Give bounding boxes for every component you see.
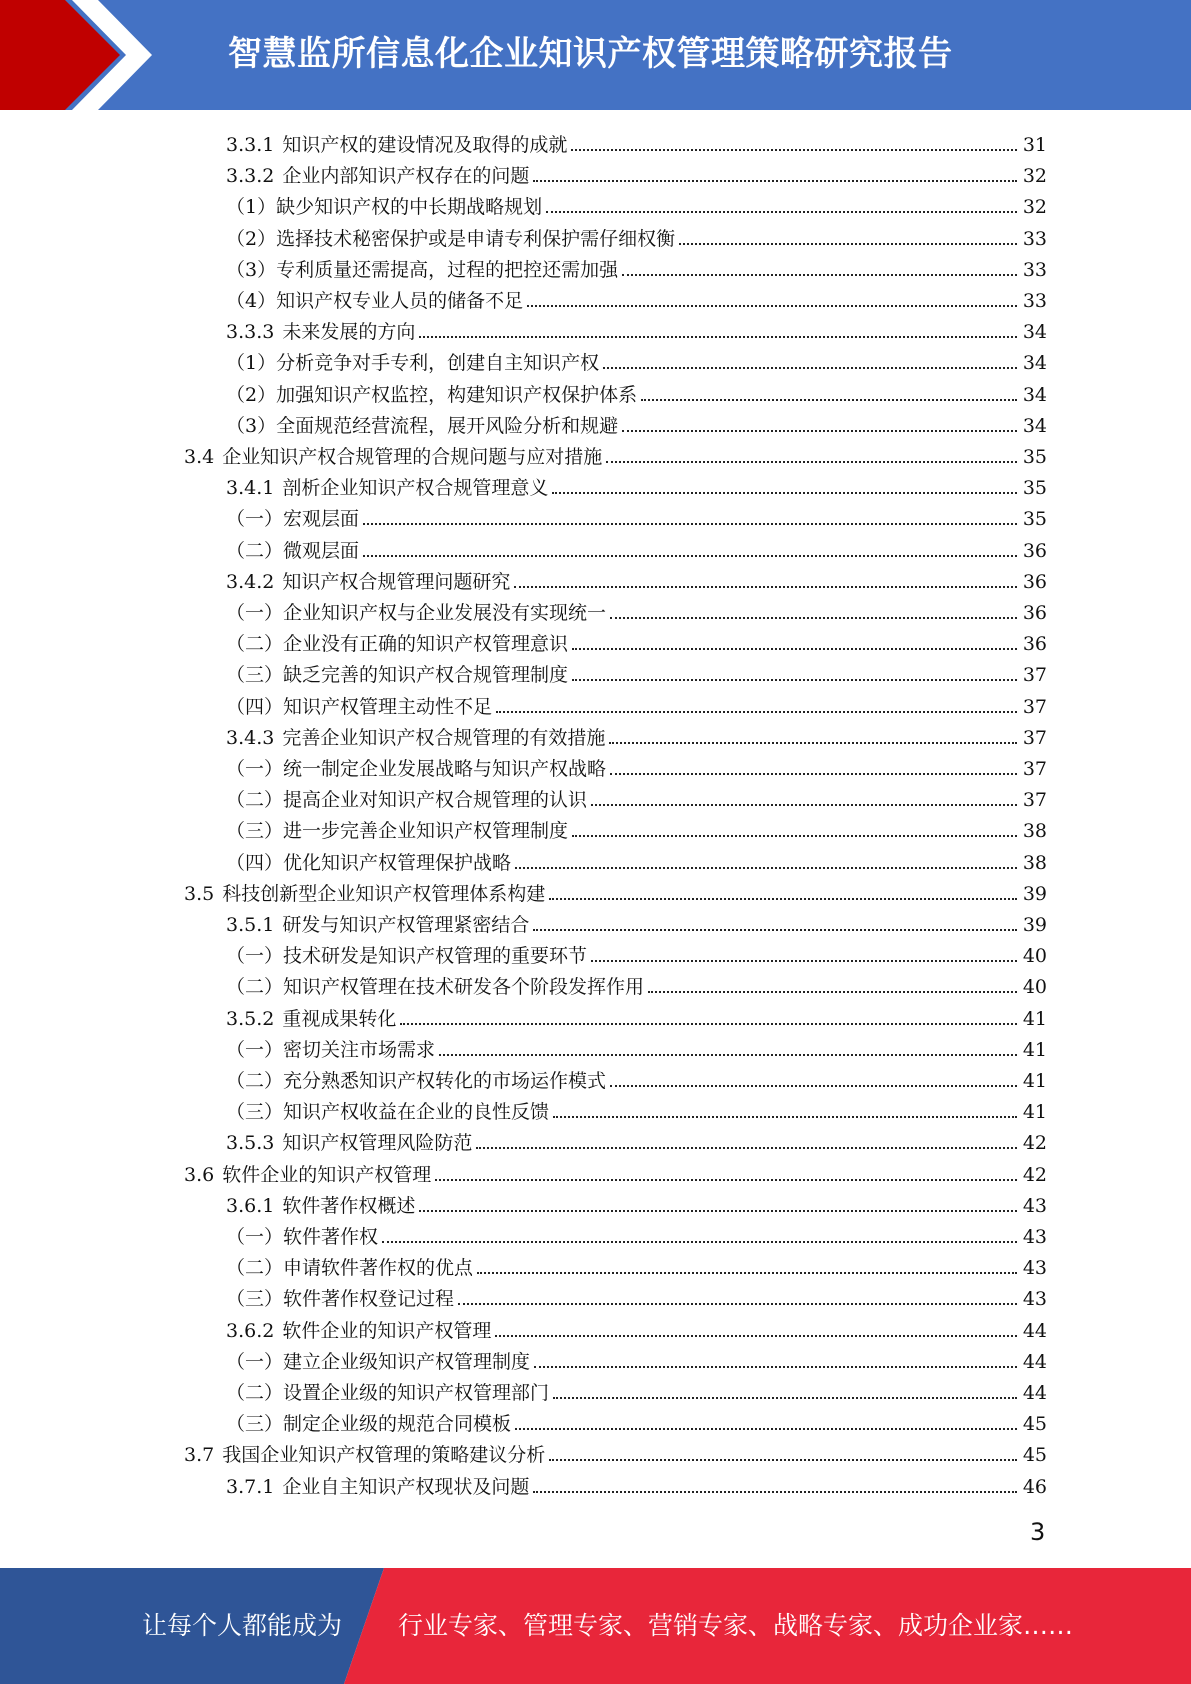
toc-entry-page: 33 [1022,259,1047,281]
toc-entry[interactable] [226,1218,1047,1249]
toc-entry-page: 37 [1022,727,1047,749]
toc-entry-title: （三）软件著作权登记过程 [226,1288,455,1310]
toc-entry[interactable] [226,1062,1047,1093]
toc-entry-number: 3.5.1 [226,914,275,936]
toc-dot-leader [515,867,1017,869]
toc-entry-page: 34 [1022,384,1047,406]
toc-entry[interactable] [226,407,1047,438]
toc-entry-number: 3.5.3 [226,1132,275,1154]
toc-entry-title: （一）统一制定企业发展战略与知识产权战略 [226,758,607,780]
toc-entry-title: 未来发展的方向 [282,321,416,343]
toc-dot-leader [609,742,1017,744]
toc-entry-number: 3.6.1 [226,1195,275,1217]
toc-entry-title: （2）选择技术秘密保护或是申请专利保护需仔细权衡 [226,228,676,250]
toc-entry[interactable] [184,1156,1047,1187]
toc-dot-leader [553,1116,1017,1118]
toc-entry-number: 3.6 [184,1164,215,1186]
toc-dot-leader [533,929,1017,931]
toc-entry-title: 软件著作权概述 [282,1195,416,1217]
toc-entry-title: （一）建立企业级知识产权管理制度 [226,1351,531,1373]
toc-entry-title: （4）知识产权专业人员的储备不足 [226,290,524,312]
toc-dot-leader [435,1179,1017,1181]
toc-entry-page: 39 [1022,883,1047,905]
toc-entry-title: 知识产权管理风险防范 [282,1132,473,1154]
toc-entry-page: 34 [1022,415,1047,437]
toc-entry-number: 3.6.2 [226,1320,275,1342]
toc-entry-title: 知识产权合规管理问题研究 [282,571,511,593]
toc-dot-leader [458,1303,1017,1305]
toc-dot-leader [546,211,1017,213]
toc-entry-number: 3.5.2 [226,1008,275,1030]
footer-slogan-right: 行业专家、管理专家、营销专家、战略专家、成功企业家…… [398,1611,1074,1640]
toc-entry-title: 我国企业知识产权管理的策略建议分析 [222,1444,546,1466]
toc-entry-title: （一）企业知识产权与企业发展没有实现统一 [226,602,607,624]
toc-entry[interactable] [226,1405,1047,1436]
toc-entry-page: 32 [1022,165,1047,187]
toc-entry[interactable] [226,1249,1047,1280]
toc-entry-title: 软件企业的知识产权管理 [222,1164,432,1186]
toc-dot-leader [610,1085,1017,1087]
toc-dot-leader [419,1210,1017,1212]
toc-entry[interactable] [226,844,1047,875]
toc-entry-page: 34 [1022,352,1047,374]
toc-entry-page: 42 [1022,1132,1047,1154]
toc-entry[interactable] [226,126,1047,157]
toc-entry-title: （2）加强知识产权监控，构建知识产权保护体系 [226,384,638,406]
toc-entry-page: 36 [1022,633,1047,655]
toc-entry-title: （一）宏观层面 [226,508,360,530]
toc-dot-leader [477,1272,1017,1274]
toc-entry-title: （二）企业没有正确的知识产权管理意识 [226,633,569,655]
toc-entry-page: 46 [1022,1476,1047,1498]
toc-entry-title: 企业知识产权合规管理的合规问题与应对措施 [222,446,603,468]
toc-entry-page: 43 [1022,1257,1047,1279]
toc-entry-title: 研发与知识产权管理紧密结合 [282,914,530,936]
toc-entry-page: 44 [1022,1320,1047,1342]
toc-entry[interactable] [226,968,1047,999]
toc-entry[interactable] [226,1374,1047,1405]
toc-entry-title: 知识产权的建设情况及取得的成就 [282,134,568,156]
toc-entry-title: （一）软件著作权 [226,1226,379,1248]
toc-entry[interactable] [226,220,1047,251]
toc-entry[interactable] [226,781,1047,812]
toc-entry-page: 42 [1022,1164,1047,1186]
toc-entry[interactable] [226,1312,1047,1343]
toc-entry-title: 软件企业的知识产权管理 [282,1320,492,1342]
toc-entry-number: 3.4.3 [226,727,275,749]
toc-entry[interactable] [226,1343,1047,1374]
toc-entry-number: 3.3.2 [226,165,275,187]
toc-entry[interactable] [226,1031,1047,1062]
toc-dot-leader [648,991,1017,993]
toc-dot-leader [552,492,1017,494]
toc-entry-page: 37 [1022,696,1047,718]
toc-entry-page: 44 [1022,1382,1047,1404]
toc-entry-number: 3.4 [184,446,215,468]
toc-entry-page: 44 [1022,1351,1047,1373]
toc-entry-page: 40 [1022,976,1047,998]
toc-entry-page: 43 [1022,1226,1047,1248]
toc-dot-leader [533,180,1017,182]
toc-entry-title: （1）缺少知识产权的中长期战略规划 [226,196,543,218]
toc-entry[interactable] [226,750,1047,781]
toc-entry-number: 3.4.2 [226,571,275,593]
toc-entry-page: 45 [1022,1413,1047,1435]
toc-dot-leader [534,1366,1017,1368]
toc-dot-leader [591,960,1017,962]
toc-entry[interactable] [226,1093,1047,1124]
toc-entry-page: 40 [1022,945,1047,967]
toc-entry-title: （三）缺乏完善的知识产权合规管理制度 [226,664,569,686]
toc-entry[interactable] [226,812,1047,843]
toc-entry[interactable] [226,906,1047,937]
toc-dot-leader [514,586,1017,588]
toc-entry-page: 39 [1022,914,1047,936]
toc-entry-page: 43 [1022,1195,1047,1217]
toc-entry-title: （二）提高企业对知识产权合规管理的认识 [226,789,588,811]
toc-entry-title: （一）密切关注市场需求 [226,1039,436,1061]
toc-dot-leader [476,1147,1017,1149]
toc-entry-title: （四）优化知识产权管理保护战略 [226,852,512,874]
page-header [0,0,1191,110]
toc-entry[interactable] [226,469,1047,500]
toc-entry[interactable] [226,1187,1047,1218]
toc-dot-leader [553,1397,1017,1399]
toc-entry-title: 剖析企业知识产权合规管理意义 [282,477,549,499]
toc-entry-title: （二）充分熟悉知识产权转化的市场运作模式 [226,1070,607,1092]
toc-entry-page: 43 [1022,1288,1047,1310]
toc-dot-leader [527,305,1017,307]
toc-dot-leader [622,274,1017,276]
toc-dot-leader [549,898,1017,900]
toc-dot-leader [419,336,1017,338]
toc-entry-title: 重视成果转化 [282,1008,397,1030]
toc-entry[interactable] [226,563,1047,594]
toc-entry-title: （三）制定企业级的规范合同模板 [226,1413,512,1435]
toc-entry-page: 38 [1022,852,1047,874]
toc-entry-title: 完善企业知识产权合规管理的有效措施 [282,727,606,749]
toc-dot-leader [515,1428,1017,1430]
toc-dot-leader [533,1491,1017,1493]
toc-entry-title: 企业自主知识产权现状及问题 [282,1476,530,1498]
toc-entry-title: （二）微观层面 [226,540,360,562]
toc-dot-leader [549,1459,1017,1461]
toc-entry[interactable] [226,1124,1047,1155]
toc-entry[interactable] [226,1280,1047,1311]
toc-entry[interactable] [184,438,1047,469]
toc-entry-title: 企业内部知识产权存在的问题 [282,165,530,187]
page-number: 3 [1030,1518,1046,1546]
toc-entry[interactable] [184,1436,1047,1467]
toc-entry[interactable] [226,500,1047,531]
toc-entry[interactable] [226,625,1047,656]
toc-entry-page: 37 [1022,758,1047,780]
toc-entry[interactable] [226,532,1047,563]
toc-entry-title: （3）全面规范经营流程，展开风险分析和规避 [226,415,619,437]
page-footer [0,1568,1191,1684]
toc-dot-leader [363,523,1017,525]
toc-dot-leader [679,243,1017,245]
toc-entry-number: 3.3.3 [226,321,275,343]
toc-entry-page: 37 [1022,664,1047,686]
toc-entry-page: 41 [1022,1101,1047,1123]
toc-dot-leader [439,1054,1017,1056]
toc-dot-leader [641,399,1017,401]
toc-entry[interactable] [226,1468,1047,1499]
toc-entry-title: （二）申请软件著作权的优点 [226,1257,474,1279]
toc-entry-page: 41 [1022,1070,1047,1092]
toc-entry-title: （1）分析竞争对手专利，创建自主知识产权 [226,352,600,374]
toc-entry-page: 35 [1022,446,1047,468]
toc-entry-page: 45 [1022,1444,1047,1466]
toc-entry[interactable] [226,594,1047,625]
toc-entry-page: 38 [1022,820,1047,842]
toc-entry-page: 41 [1022,1039,1047,1061]
toc-entry-page: 37 [1022,789,1047,811]
toc-entry[interactable] [226,282,1047,313]
toc-dot-leader [622,430,1017,432]
toc-dot-leader [610,617,1017,619]
toc-entry[interactable] [226,1000,1047,1031]
toc-dot-leader [572,648,1017,650]
toc-entry[interactable] [226,344,1047,375]
toc-entry[interactable] [184,875,1047,906]
toc-entry-page: 33 [1022,290,1047,312]
document-title: 智慧监所信息化企业知识产权管理策略研究报告 [228,34,953,74]
toc-dot-leader [496,711,1017,713]
footer-slogan-left: 让每个人都能成为 [142,1611,343,1640]
toc-entry-page: 41 [1022,1008,1047,1030]
toc-entry-title: 科技创新型企业知识产权管理体系构建 [222,883,546,905]
toc-entry-page: 31 [1022,134,1047,156]
toc-entry-page: 34 [1022,321,1047,343]
toc-entry-page: 35 [1022,508,1047,530]
toc-entry-title: （三）进一步完善企业知识产权管理制度 [226,820,569,842]
toc-dot-leader [400,1023,1017,1025]
toc-entry-number: 3.7.1 [226,1476,275,1498]
toc-entry[interactable] [226,719,1047,750]
toc-entry[interactable] [226,188,1047,219]
toc-entry-number: 3.4.1 [226,477,275,499]
toc-dot-leader [363,555,1017,557]
toc-dot-leader [591,804,1017,806]
toc-entry[interactable] [226,656,1047,687]
toc-entry-number: 3.7 [184,1444,215,1466]
toc-entry-page: 36 [1022,602,1047,624]
toc-entry-page: 36 [1022,571,1047,593]
toc-entry-title: （三）知识产权收益在企业的良性反馈 [226,1101,550,1123]
toc-entry-title: （二）设置企业级的知识产权管理部门 [226,1382,550,1404]
toc-dot-leader [603,367,1017,369]
toc-entry-title: （3）专利质量还需提高，过程的把控还需加强 [226,259,619,281]
toc-entry-page: 35 [1022,477,1047,499]
toc-entry-title: （四）知识产权管理主动性不足 [226,696,493,718]
toc-entry-number: 3.5 [184,883,215,905]
toc-entry-title: （二）知识产权管理在技术研发各个阶段发挥作用 [226,976,645,998]
toc-entry-number: 3.3.1 [226,134,275,156]
toc-dot-leader [571,149,1017,151]
toc-entry[interactable] [226,688,1047,719]
toc-entry-page: 32 [1022,196,1047,218]
toc-dot-leader [382,1241,1017,1243]
toc-entry[interactable] [226,937,1047,968]
toc-entry-page: 36 [1022,540,1047,562]
toc-dot-leader [606,461,1017,463]
toc-dot-leader [495,1335,1017,1337]
toc-dot-leader [610,773,1017,775]
toc-entry[interactable] [226,313,1047,344]
toc-dot-leader [572,835,1017,837]
toc-entry[interactable] [226,251,1047,282]
toc-entry[interactable] [226,376,1047,407]
toc-dot-leader [572,679,1017,681]
toc-entry[interactable] [226,157,1047,188]
toc-entry-title: （一）技术研发是知识产权管理的重要环节 [226,945,588,967]
toc-entry-page: 33 [1022,228,1047,250]
